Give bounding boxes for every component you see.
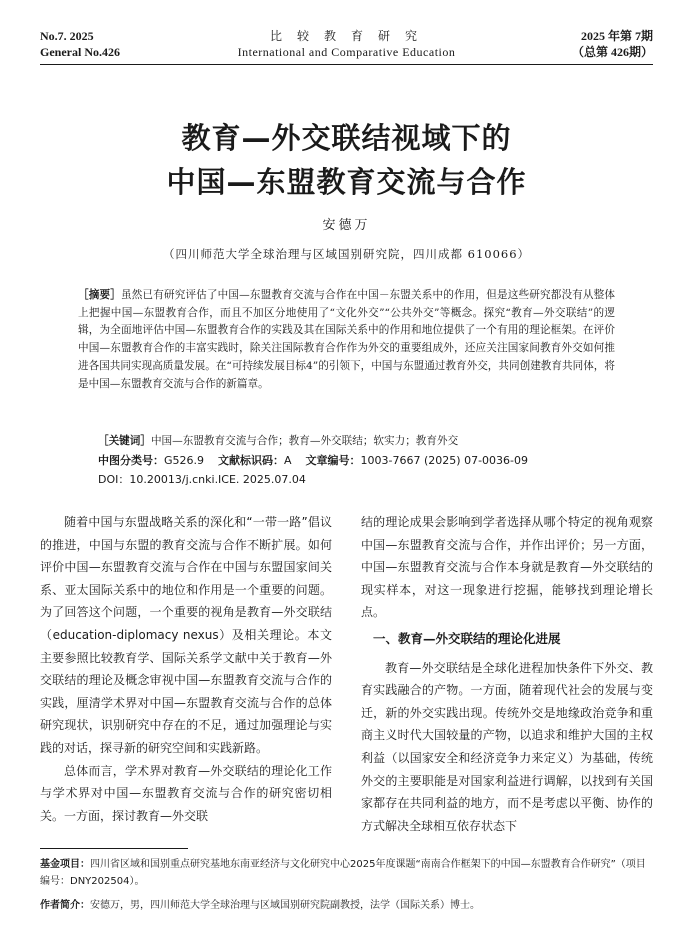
journal-name-english: International and Comparative Education [237,45,456,59]
author-bio-text: 安德万，男，四川师范大学全球治理与区域国别研究院副教授，法学（国际关系）博士。 [90,900,480,911]
body-column-right [361,511,653,837]
doi: DOI：10.20013/j.cnki.ICE. 2025.07.04 [98,473,306,486]
header-general-number: General No.426 [40,45,120,59]
article-title [0,116,693,204]
abstract-label: ［摘要］ [78,289,121,301]
article-number-label: 文章编号： [305,454,361,467]
doc-code-value: A [284,454,292,467]
article-title-line1: 教育—外交联结视域下的 [181,121,512,155]
body-paragraph: 随着中国与东盟战略关系的深化和“一带一路”倡议的推进，中国与东盟的教育交流与合作不断扩展。如何评价中国—东盟教育交流与合作在中国与东盟国家间关系、亚太国际关系中的地位和作用是一个重要的问题。为了回答这个问题，一个重要的视角是教育—外交联结（education-diplomacy nexus）及相关理论。本文主要参照比较教育学、国际关系学文献中关于教育—外交联结的理论及概念审视中国—东盟教育交流与合作的实践，厘清学术界对中国—东盟教育交流与合作的总体研究现状，识别研究中存在的不足，通过加强理论与实践的对话，探寻新的研究空间和实践新路。 [40,515,332,755]
article-title-line2: 中国—东盟教育交流与合作 [166,165,527,199]
keywords-text: 中国—东盟教育交流与合作；教育—外交联结；软实力；教育外交 [150,435,459,447]
header-total-issue: （总第 426期） [571,45,653,59]
funding-label: 基金项目： [40,859,90,870]
keywords-label: ［关键词］ [98,435,151,447]
header-issue-info-cn [572,28,653,60]
article-number-value: 1003-7667 (2025) 07-0036-09 [360,454,529,467]
header-year-issue: 2025 年第 7期 [580,29,653,43]
classification-line [98,452,633,469]
author-affiliation: （四川师范大学全球治理与区域国别研究院，四川成都 610066） [162,247,531,261]
body-paragraph: 结的理论成果会影响到学者选择从哪个特定的视角观察中国—东盟教育交流与合作，并作出评价；另一方面，中国—东盟教育交流与合作本身就是教育—外交联结的现实样本，对这一现象进行挖掘，能够找到理论增长点。 [361,515,653,620]
clc-value: G526.9 [164,454,205,467]
body-paragraph: 总体而言，学术界对教育—外交联结的理论化工作与学术界对中国—东盟教育交流与合作的研究密切相关。一方面，探讨教育—外交联 [40,763,332,823]
abstract-text: 虽然已有研究评估了中国—东盟教育交流与合作在中国－东盟关系中的作用，但是这些研究都没有从整体上把握中国—东盟教育合作，而且不加区分地使用了“文化外交”“公共外交”等概念。探究“教育—外交联结”的逻辑，为全面地评估中国—东盟教育合作的实践及其在国际关系中的作用和地位提供了一个有用的理论框架。在评价中国—东盟教育合作的丰富实践时，除关注国际教育合作作为外交的重要组成外，还应关注国家间教育外交如何推进各国共同实现高质量发展。在“可持续发展目标4”的引领下，中国与东盟通过教育外交，共同创建教育共同体，将是中国—东盟教育交流与合作的新篇章。 [78,289,616,390]
doc-code-label: 文献标识码： [218,454,285,467]
footnote-divider [40,848,188,849]
body-paragraph: 教育—外交联结是全球化进程加快条件下外交、教育实践融合的产物。一方面，随着现代社会的发展与变迁，新的外交实践出现。传统外交是地缘政治竞争和重商主义时代大国较量的产物，以追求和维护大国的主权利益（以国家安全和经济竞争力来定义）为基础，传统外交的主要职能是对国家利益进行调解，以找到有关国家都存在共同利益的地方，而不是考虑以平衡、协作的方式解决全球相互依存状态下 [361,660,653,833]
author-bio-label: 作者简介： [40,900,90,911]
header-issue-number: No.7. 2025 [40,29,94,43]
header-divider [40,64,653,65]
keywords [98,433,615,450]
clc-label: 中图分类号： [98,454,164,467]
journal-name-chinese: 比 较 教 育 研 究 [269,29,423,43]
article-author: 安德万 [322,218,371,233]
abstract [78,287,615,393]
funding-text: 四川省区域和国别重点研究基地东南亚经济与文化研究中心2025年度课题“南南合作框架下的中国—东盟教育合作研究”（项目编号：DNY202504）。 [40,859,646,887]
footnote-author-bio [40,897,653,914]
footnote-funding [40,856,653,890]
body-column-left [40,511,332,827]
section-heading: 一、教育—外交联结的理论化进展 [373,630,561,646]
